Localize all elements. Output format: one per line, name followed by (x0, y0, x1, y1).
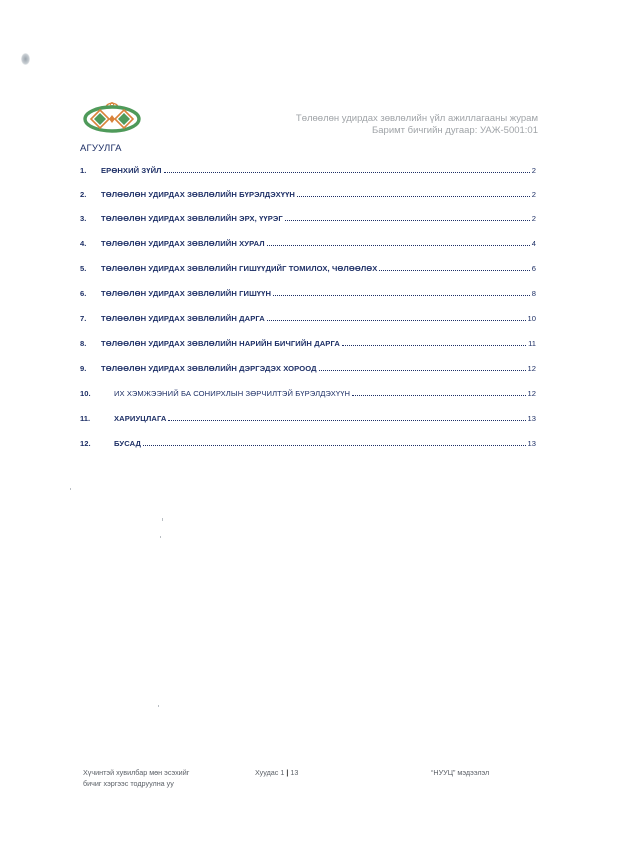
toc-item[interactable] (80, 411, 536, 423)
toc-item-title: ТӨЛӨӨЛӨН УДИРДАХ ЗӨВЛӨЛИЙН ГИШҮҮДИЙГ ТОМИЛОХ, ЧӨЛӨӨЛӨХ (101, 264, 378, 273)
toc-item[interactable] (80, 187, 536, 199)
footer-classification: “НУУЦ” мэдээлэл (431, 768, 490, 777)
toc-item-page: 13 (527, 414, 536, 423)
toc-item-page: 2 (531, 190, 536, 199)
toc-item-number: 4. (80, 239, 87, 248)
toc-leader-dots (342, 344, 526, 346)
footer-note-line: Хүчинтэй хувилбар мөн эсэхийг (83, 768, 190, 777)
toc-item-page: 2 (531, 166, 536, 175)
page-separator: | (286, 768, 289, 777)
toc-item[interactable] (80, 236, 536, 248)
toc-item-number: 6. (80, 289, 87, 298)
toc-item[interactable] (80, 436, 536, 448)
toc-item-title: ТӨЛӨӨЛӨН УДИРДАХ ЗӨВЛӨЛИЙН ГИШҮҮН (101, 289, 272, 298)
toc-leader-dots (267, 244, 530, 246)
toc-leader-dots (143, 444, 526, 446)
toc-item-page: 2 (531, 214, 536, 223)
toc-item-number: 12. (80, 439, 91, 448)
toc-heading: АГУУЛГА (80, 143, 122, 154)
toc-item[interactable] (80, 361, 536, 373)
toc-leader-dots (168, 419, 525, 421)
scan-speck (160, 536, 161, 538)
document-header (296, 113, 538, 137)
toc-item-title: ЕРӨНХИЙ ЗҮЙЛ (101, 166, 162, 175)
toc-item-number: 11. (80, 414, 91, 423)
toc-item[interactable] (80, 311, 536, 323)
toc-item-page: 11 (528, 339, 536, 348)
toc-item-page: 13 (527, 439, 536, 448)
toc-item[interactable] (80, 336, 536, 348)
toc-item-page: 12 (527, 389, 536, 398)
scan-speck (162, 518, 163, 521)
toc-item[interactable] (80, 211, 536, 223)
toc-leader-dots (297, 195, 530, 197)
toc-item-number: 1. (80, 166, 87, 175)
footer-validity-note (83, 767, 189, 789)
toc-item-number: 9. (80, 364, 87, 373)
toc-item-number: 3. (80, 214, 87, 223)
toc-item-title: ТӨЛӨӨЛӨН УДИРДАХ ЗӨВЛӨЛИЙН ХУРАЛ (101, 239, 265, 248)
toc-item-number: 7. (80, 314, 87, 323)
toc-item-title: ИХ ХЭМЖЭЭНИЙ БА СОНИРХЛЫН ЗӨРЧИЛТЭЙ БҮРЭЛДЭХҮҮН (114, 389, 351, 398)
toc-item-title: ХАРИУЦЛАГА (114, 414, 167, 423)
toc-item-title: ТӨЛӨӨЛӨН УДИРДАХ ЗӨВЛӨЛИЙН ЭРХ, ҮҮРЭГ (101, 214, 283, 223)
toc-leader-dots (352, 394, 525, 396)
toc-item-title: ТӨЛӨӨЛӨН УДИРДАХ ЗӨВЛӨЛИЙН НАРИЙН БИЧГИЙН ДАРГА (101, 339, 340, 348)
toc-item-number: 5. (80, 264, 87, 273)
toc-item-page: 12 (527, 364, 536, 373)
toc-item[interactable] (80, 386, 536, 398)
page-label: Хуудас 1 (255, 768, 285, 777)
toc-leader-dots (285, 219, 530, 221)
scan-speck (70, 488, 71, 490)
company-emblem-icon (83, 100, 141, 134)
toc-item-title: ТӨЛӨӨЛӨН УДИРДАХ ЗӨВЛӨЛИЙН ДАРГА (101, 314, 265, 323)
footer-note-line: бичиг хэргээс тодруулна уу (83, 779, 174, 788)
toc-leader-dots (273, 294, 530, 296)
toc-leader-dots (379, 269, 529, 271)
page-total: 13 (290, 768, 299, 777)
footer-page-number (255, 767, 298, 778)
document-title: Төлөөлөн удирдах зөвлөлийн үйл ажиллагааны журам (295, 113, 538, 124)
toc-item[interactable] (80, 163, 536, 175)
scan-speck (158, 705, 159, 707)
document-number: Баримт бичгийн дугаар: УАЖ-5001:01 (372, 125, 538, 136)
toc-item-page: 8 (531, 289, 536, 298)
toc-item-page: 4 (531, 239, 536, 248)
toc-item-page: 6 (531, 264, 536, 273)
toc-item-number: 2. (80, 190, 87, 199)
toc-item[interactable] (80, 261, 536, 273)
toc-leader-dots (267, 319, 526, 321)
toc-item-page: 10 (527, 314, 536, 323)
toc-item-number: 10. (80, 389, 91, 398)
toc-item-number: 8. (80, 339, 87, 348)
toc-item-title: ТӨЛӨӨЛӨН УДИРДАХ ЗӨВЛӨЛИЙН ДЭРГЭДЭХ ХОРООД (101, 364, 317, 373)
toc-item-title: БУСАД (114, 439, 141, 448)
scan-smudge (21, 53, 30, 65)
toc-leader-dots (319, 369, 526, 371)
toc-leader-dots (164, 171, 530, 173)
toc-item[interactable] (80, 286, 536, 298)
toc-item-title: ТӨЛӨӨЛӨН УДИРДАХ ЗӨВЛӨЛИЙН БҮРЭЛДЭХҮҮН (101, 190, 296, 199)
